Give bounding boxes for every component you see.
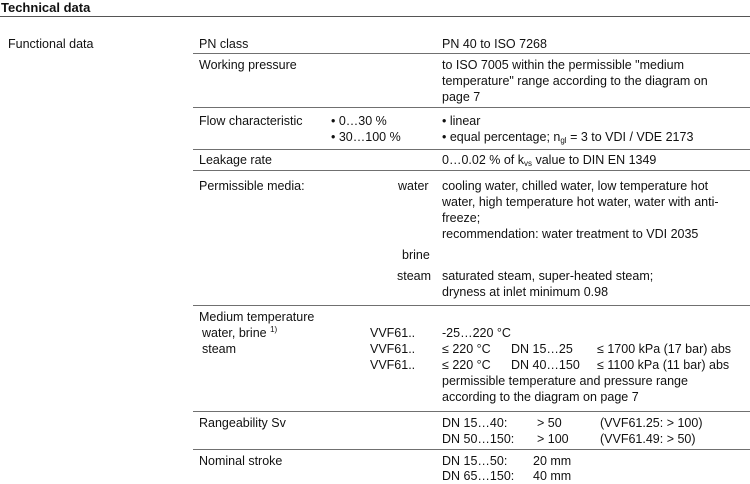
temp-note-line: permissible temperature and pressure range (442, 374, 688, 388)
media-steam-key: steam (397, 269, 432, 283)
temp-steam-small: ≤ 220 °C (442, 342, 491, 356)
footnote-marker: 1) (270, 325, 278, 334)
stroke-value: 20 mm (533, 454, 572, 468)
leakage-rate-label: Leakage rate (199, 153, 272, 167)
section-label: Functional data (8, 37, 94, 51)
working-pressure-label: Working pressure (199, 58, 297, 72)
media-brine-key: brine (402, 248, 430, 262)
permissible-media-label: Permissible media: (199, 179, 305, 193)
row-divider (193, 107, 750, 108)
medium-steam: steam (202, 342, 237, 356)
media-water-line: cooling water, chilled water, low temperature hot (442, 179, 709, 193)
rangeability-value: > 100 (537, 432, 569, 446)
section-heading: Technical data (1, 0, 91, 15)
stroke-dn: DN 65…150: (442, 469, 515, 483)
valve-model: VVF61.. (370, 358, 416, 372)
rangeability-label: Rangeability Sv (199, 416, 286, 430)
rangeability-note: (VVF61.49: > 50) (600, 432, 696, 446)
media-water-line: recommendation: water treatment to VDI 2035 (442, 227, 699, 241)
row-divider (193, 305, 750, 306)
heading-rule (0, 16, 750, 17)
rangeability-dn: DN 50…150: (442, 432, 515, 446)
media-steam-line: dryness at inlet minimum 0.98 (442, 285, 609, 299)
nominal-stroke-label: Nominal stroke (199, 454, 283, 468)
working-pressure-line: page 7 (442, 90, 481, 104)
rangeability-note: (VVF61.25: > 100) (600, 416, 703, 430)
working-pressure-line: to ISO 7005 within the permissible "medium (442, 58, 685, 72)
flow-range: • 30…100 % (331, 130, 401, 144)
rangeability-value: > 50 (537, 416, 562, 430)
pn-class-value: PN 40 to ISO 7268 (442, 37, 547, 51)
media-steam-line: saturated steam, super-heated steam; (442, 269, 654, 283)
row-divider (193, 411, 750, 412)
temp-note-line: according to the diagram on page 7 (442, 390, 639, 404)
valve-model: VVF61.. (370, 342, 416, 356)
working-pressure-line: temperature" range according to the diagram on (442, 74, 708, 88)
media-water-key: water (398, 179, 429, 193)
stroke-value: 40 mm (533, 469, 572, 483)
row-divider (193, 149, 750, 150)
pn-class-label: PN class (199, 37, 249, 51)
media-water-line: freeze; (442, 211, 481, 225)
flow-range: • 0…30 % (331, 114, 387, 128)
media-water-line: water, high temperature hot water, water with anti- (442, 195, 719, 209)
row-divider (193, 170, 750, 171)
medium-temperature-label: Medium temperature (199, 310, 315, 324)
leakage-rate-value: 0…0.02 % of $k_{vs}$ value to DIN EN 1349 (442, 153, 657, 168)
temp-steam-large-pressure: ≤ 1100 kPa (11 bar) abs (597, 358, 730, 372)
row-divider (193, 53, 750, 54)
rangeability-dn: DN 15…40: (442, 416, 508, 430)
medium-water-brine: water, brine $^{1)}$ (202, 325, 278, 340)
temp-steam-small-dn: DN 15…25 (511, 342, 573, 356)
temp-steam-large: ≤ 220 °C (442, 358, 491, 372)
row-divider (193, 449, 750, 450)
flow-linear: • linear (442, 114, 481, 128)
flow-equal-percentage: • equal percentage; $n_{gl} = 3$ to VDI / VDE 2173 (442, 130, 694, 145)
temp-steam-small-pressure: ≤ 1700 kPa (17 bar) abs (597, 342, 732, 356)
temp-steam-large-dn: DN 40…150 (511, 358, 580, 372)
temp-range-water: -25…220 °C (442, 326, 511, 340)
stroke-dn: DN 15…50: (442, 454, 508, 468)
flow-characteristic-label: Flow characteristic (199, 114, 303, 128)
valve-model: VVF61.. (370, 326, 416, 340)
